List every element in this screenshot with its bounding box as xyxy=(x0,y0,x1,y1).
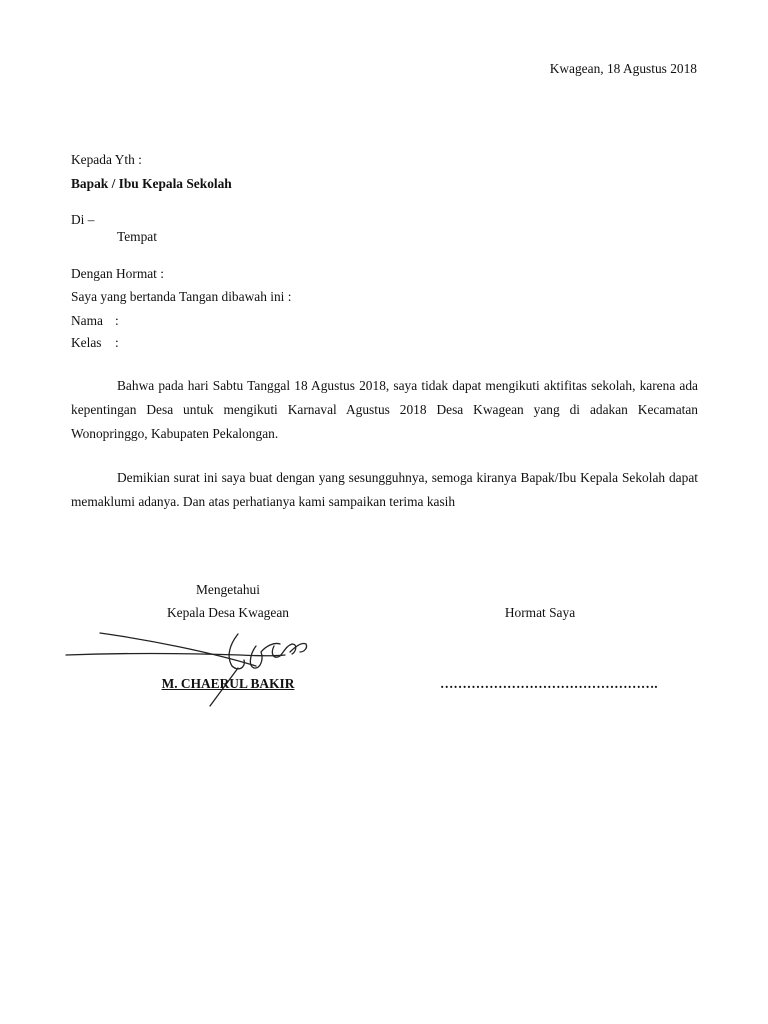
field-nama xyxy=(71,313,119,329)
signature-icon xyxy=(60,622,320,714)
field-nama-sep: : xyxy=(115,313,119,328)
village-head-title: Kepala Desa Kwagean xyxy=(167,605,289,620)
date-line: Kwagean, 18 Agustus 2018 xyxy=(549,61,697,76)
acknowledge-label: Mengetahui xyxy=(196,582,260,597)
di-label: Di – xyxy=(71,212,95,227)
closing-label: Hormat Saya xyxy=(504,605,576,620)
field-kelas-label: Kelas xyxy=(71,335,102,350)
place-label: Tempat xyxy=(117,229,157,244)
body-paragraph-1 xyxy=(71,374,698,446)
body-paragraph-2 xyxy=(71,466,698,514)
intro-line: Saya yang bertanda Tangan dibawah ini : xyxy=(71,289,292,304)
field-kelas xyxy=(71,335,119,351)
body-paragraph-2-text: Demikian surat ini saya buat dengan yang sesungguhnya, semoga kiranya Bapak/Ibu Kepala Sekolah dapat memaklumi adanya. Dan atas perhatianya kami sampaikan terima kasih xyxy=(71,470,698,509)
signer-name-placeholder: …………………………………………. xyxy=(440,676,658,691)
village-head-name: M. CHAERUL BAKIR xyxy=(161,676,295,691)
body-paragraph-1-text: Bahwa pada hari Sabtu Tanggal 18 Agustus 2018, saya tidak dapat mengikuti aktifitas sekolah, karena ada kepentingan Desa untuk mengikuti Karnaval Agustus 2018 Desa Kwagean yang di adakan Kecamatan Wonopringgo, Kabupaten Pekalongan. xyxy=(71,378,698,441)
addressee: Bapak / Ibu Kepala Sekolah xyxy=(71,176,232,191)
field-kelas-sep: : xyxy=(115,335,119,350)
salutation: Kepada Yth : xyxy=(71,152,142,167)
field-nama-label: Nama xyxy=(71,313,103,328)
greeting: Dengan Hormat : xyxy=(71,266,164,281)
